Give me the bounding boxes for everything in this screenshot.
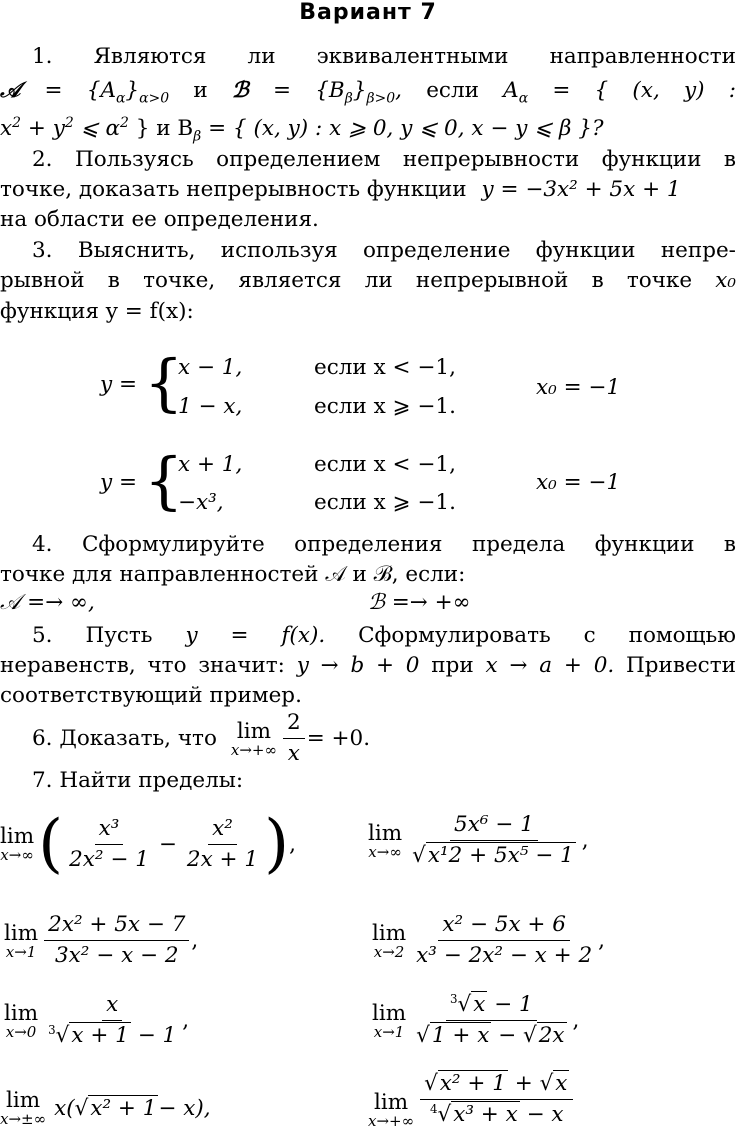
problem-2-line-3: на области ее определения. — [0, 207, 319, 232]
left-paren: ( — [38, 807, 64, 881]
word: рывной — [0, 268, 85, 293]
word: неравенств, — [0, 653, 136, 678]
word: определение — [362, 238, 511, 263]
limit-operator: lim x→2 — [372, 920, 407, 961]
text: 6. Доказать, что — [32, 726, 217, 751]
problem-1-line-2 — [0, 76, 736, 106]
math-limit-y: y → b + 0 — [296, 653, 420, 678]
limit-expr-4 — [372, 912, 605, 969]
problem-number: 1. — [32, 44, 53, 69]
problem-3-line-3: функция y = f(x): — [0, 299, 194, 324]
condition-2: если x ⩾ −1. — [314, 490, 456, 515]
problem-number: 4. — [32, 532, 53, 557]
comma: , — [289, 831, 296, 857]
fraction: $\frac{\text{x² − 5x + 6}}{\text{x³ − 2x² − x + 2}}$ — [416, 912, 593, 968]
word: Привести — [626, 653, 736, 678]
limit-expr-2 — [368, 812, 589, 869]
case-1: x + 1, — [178, 452, 243, 477]
comma: , — [581, 828, 589, 853]
direction-B: ℬ =→ +∞ — [368, 590, 471, 615]
problem-3-line-1 — [0, 236, 736, 266]
condition-1: если x < −1, — [314, 452, 456, 477]
word: определения — [294, 532, 443, 557]
word: в — [107, 268, 120, 293]
word: непрерывности — [402, 147, 580, 172]
word: Сформулируйте — [81, 532, 265, 557]
limit-operator: lim x→∞ — [368, 820, 403, 861]
direction-A: 𝒜 =→ ∞, — [0, 590, 95, 615]
fraction: $\frac{\text{√x² + 1 + √x}}{^4√x^3 + x - x}$ — [420, 1071, 573, 1128]
problem-1-line-1 — [0, 42, 736, 72]
word: ли — [364, 268, 393, 293]
condition-1: если x < −1, — [314, 355, 456, 380]
limit-expr-7: lim x→±∞ x( √ x² + 1 − x), — [0, 1088, 211, 1128]
word: функции — [601, 147, 702, 172]
word: эквивалентными — [316, 44, 509, 69]
math-A-alpha: $A_\alpha$ = { (x, y) : — [503, 78, 736, 107]
word: в — [723, 532, 736, 557]
fraction: $\frac{\text{2x² + 5x − 7}}{\text{3x² − x − 2}}$ — [44, 912, 189, 969]
word: используя — [220, 238, 338, 263]
word: с — [583, 623, 596, 648]
limit-operator: lim x→+∞ — [368, 1090, 415, 1130]
lhs: y = — [100, 470, 137, 495]
word: помощью — [628, 623, 736, 648]
problem-7-heading: 7. Найти пределы: — [32, 768, 244, 793]
word-and: и — [193, 78, 208, 103]
math-set-conditions: $x^2 + y^2$ ⩽ $\alpha^2$ } и $B_\beta$ = { (x, y) : x ⩾ 0, y ⩽ 0, x − y ⩽ β }? — [0, 114, 604, 145]
comma: , — [182, 1008, 190, 1033]
fraction: $\frac{\text{5x⁶ − 1}}{\text{√x¹2 + 5x⁵ − 1}}$ — [412, 812, 574, 868]
limit-expr-3 — [4, 912, 198, 969]
right-paren: ) — [264, 807, 290, 881]
problem-number: 3. — [32, 238, 53, 263]
word: непрерывной — [415, 268, 569, 293]
fraction: $\frac{x}{^3√x + 1 - 1}$ — [48, 992, 177, 1048]
expr-pre: x( — [54, 1095, 75, 1121]
word: при — [431, 653, 474, 678]
fraction: $\frac{^3√x - 1}{√1 + x - √2x}$ — [416, 991, 565, 1048]
word: Выяснить, — [77, 238, 196, 263]
word: функции — [594, 532, 695, 557]
problem-5-line-2 — [0, 651, 736, 681]
math-x0: x₀ — [715, 268, 736, 293]
word: Сформулировать — [358, 623, 551, 648]
word: что — [147, 653, 187, 678]
problem-5-line-3: соответствующий пример. — [0, 683, 302, 708]
math-function: y = −3x² + 5x + 1 — [481, 177, 681, 202]
left-brace: { — [144, 346, 184, 419]
problem-number: 5. — [32, 623, 53, 648]
problem-2-line-1 — [0, 145, 736, 175]
math-A-def: 𝒜 = $\{A_\alpha\}_{\alpha>0}$ — [0, 78, 170, 107]
limit-operator: lim x→0 — [4, 1000, 39, 1041]
point-x0: x₀ = −1 — [536, 470, 621, 495]
word: значит: — [198, 653, 285, 678]
comma: , — [191, 928, 199, 953]
comma: , — [598, 928, 606, 953]
word: предела — [471, 532, 566, 557]
word: направленности — [549, 44, 736, 69]
word: Пусть — [85, 623, 153, 648]
limit-expr-1 — [0, 807, 296, 881]
fraction: $\frac{\text{x³}}{\text{2x² − 1}}$ — [69, 815, 149, 872]
minus: − — [158, 831, 177, 857]
math-B-def: ℬ = $\{B_\beta\}_{\beta>0}$, — [231, 78, 402, 107]
left-brace: { — [144, 444, 184, 517]
problem-3-line-2 — [0, 266, 736, 296]
point-x0: x₀ = −1 — [536, 375, 621, 400]
word: ли — [247, 44, 276, 69]
limit-operator: lim x→1 — [4, 920, 39, 961]
problem-6 — [32, 710, 370, 767]
fraction: $\frac{\text{x²}}{2x + 1}$ — [186, 815, 259, 872]
problem-2-line-2 — [0, 175, 736, 205]
limit-operator: lim x→+∞ — [230, 718, 277, 759]
expr-post: − x), — [158, 1095, 211, 1121]
problem-4-line-2: точке для направленностей 𝒜 и ℬ, если: — [0, 562, 466, 587]
problem-1-line-3 — [0, 114, 736, 144]
limit-operator: lim x→∞ — [0, 824, 35, 864]
text: точке, доказать непрерывность функции — [0, 177, 467, 202]
page-title: Вариант 7 — [299, 0, 437, 25]
problem-number: 2. — [32, 147, 53, 172]
word: точке — [626, 268, 693, 293]
limit-expr-5 — [4, 992, 189, 1049]
fraction: $\frac{2}{x}$ — [283, 710, 305, 767]
word: в — [723, 147, 736, 172]
case-2: −x³, — [178, 490, 224, 515]
problem-5-line-1 — [0, 621, 736, 651]
word: Пользуясь — [74, 147, 194, 172]
word: является — [238, 268, 342, 293]
limit-operator: lim x→1 — [372, 1000, 407, 1041]
rhs: = +0. — [306, 726, 371, 751]
radicand: x² + 1 — [90, 1096, 157, 1121]
limit-expr-8 — [368, 1070, 575, 1128]
case-2: 1 − x, — [178, 394, 243, 419]
word: точке, — [143, 268, 216, 293]
limit-expr-6 — [372, 992, 579, 1049]
condition-2: если x ⩾ −1. — [314, 394, 456, 419]
word-if: если — [426, 78, 479, 103]
comma: , — [572, 1008, 580, 1033]
limit-operator: lim x→±∞ — [0, 1088, 47, 1128]
problem-4-line-1 — [0, 530, 736, 560]
word: Являются — [93, 44, 207, 69]
math-limit-x: x → a + 0. — [485, 653, 615, 678]
word: функции — [535, 238, 636, 263]
word: определением — [216, 147, 381, 172]
math-function: y = f(x). — [185, 623, 326, 648]
lhs: y = — [100, 372, 137, 397]
case-1: x − 1, — [178, 355, 243, 380]
word: непре- — [660, 238, 736, 263]
word: в — [591, 268, 604, 293]
